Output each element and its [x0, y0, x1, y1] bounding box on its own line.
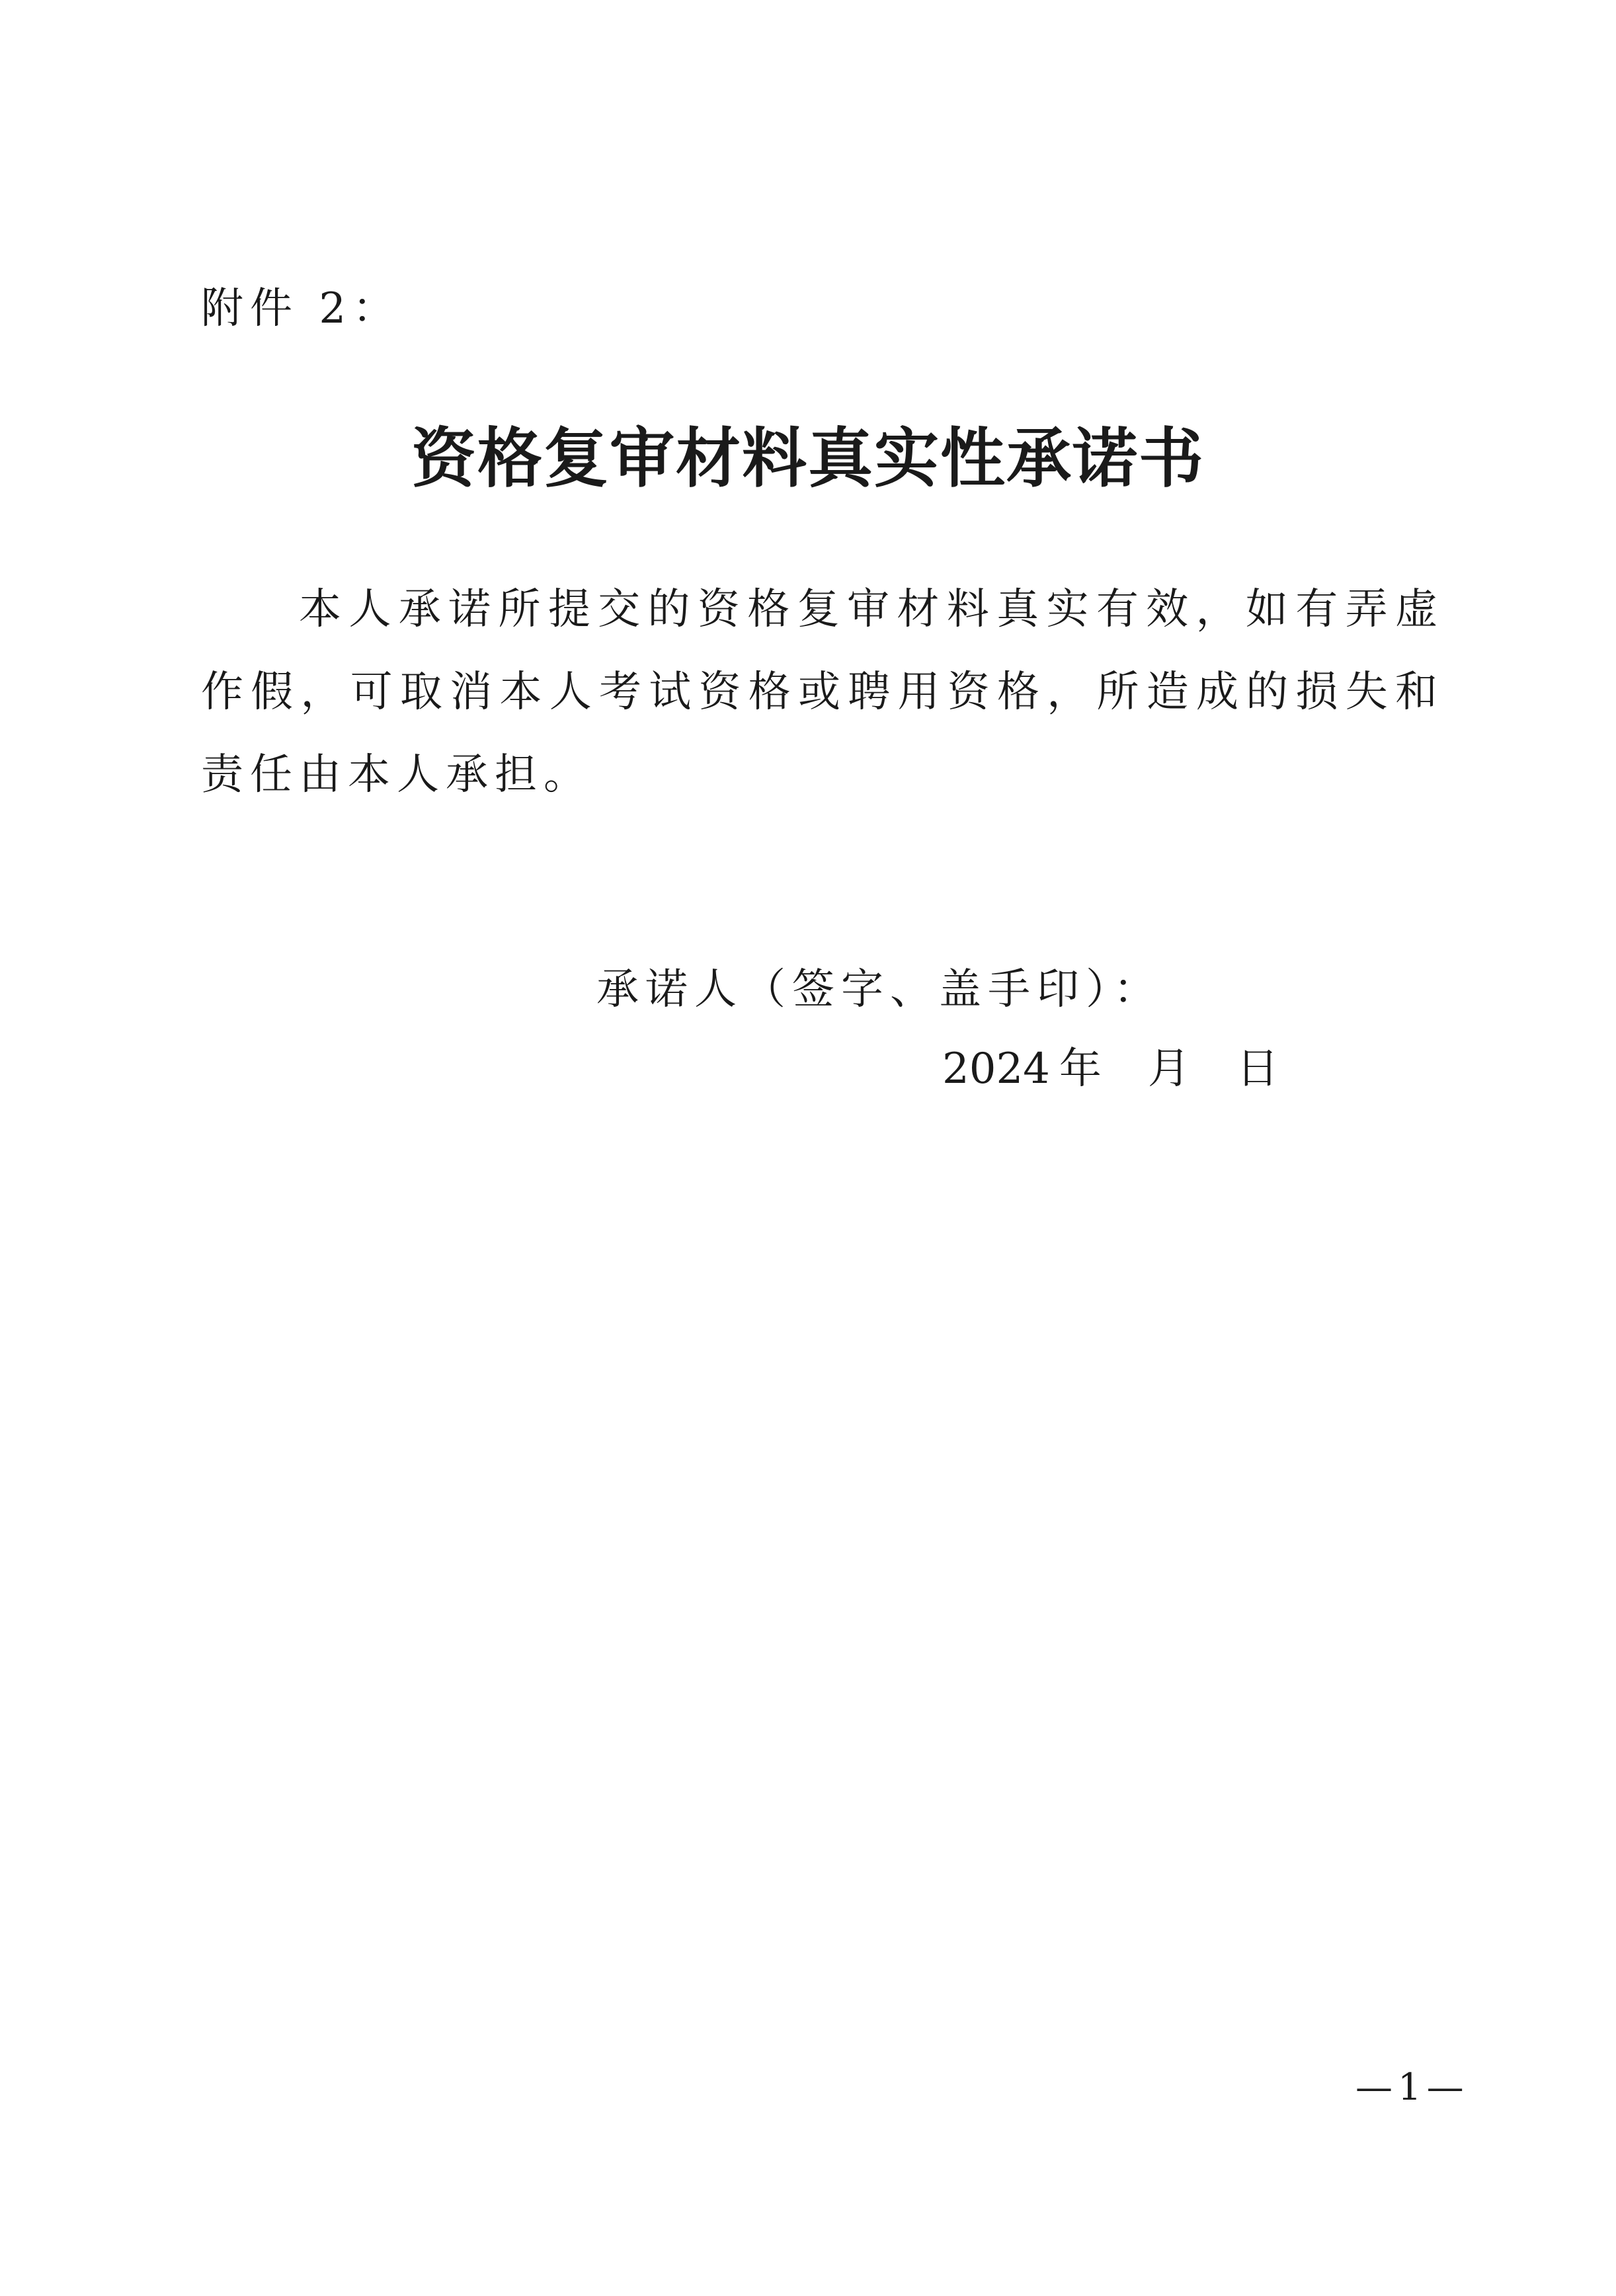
date-year: 2024: [942, 1045, 1050, 1093]
page-number: —1—: [1355, 2066, 1469, 2109]
date-line: [942, 1035, 1279, 1095]
commitment-text: 本人承诺所提交的资格复审材料真实有效，如有弄虚作假，可取消本人考试资格或聘用资格，所造成的损失和责任由本人承担。: [201, 585, 1444, 799]
document-title: 资格复审材料真实性承诺书: [411, 420, 1205, 496]
date-month-char: 月: [1147, 1045, 1190, 1093]
date-year-char: 年: [1059, 1045, 1102, 1093]
signer-label: 承诺人（签字、盖手印）：: [596, 965, 1162, 1014]
attachment-label: 附件 2：: [201, 284, 402, 333]
date-day-char: 日: [1236, 1045, 1279, 1093]
